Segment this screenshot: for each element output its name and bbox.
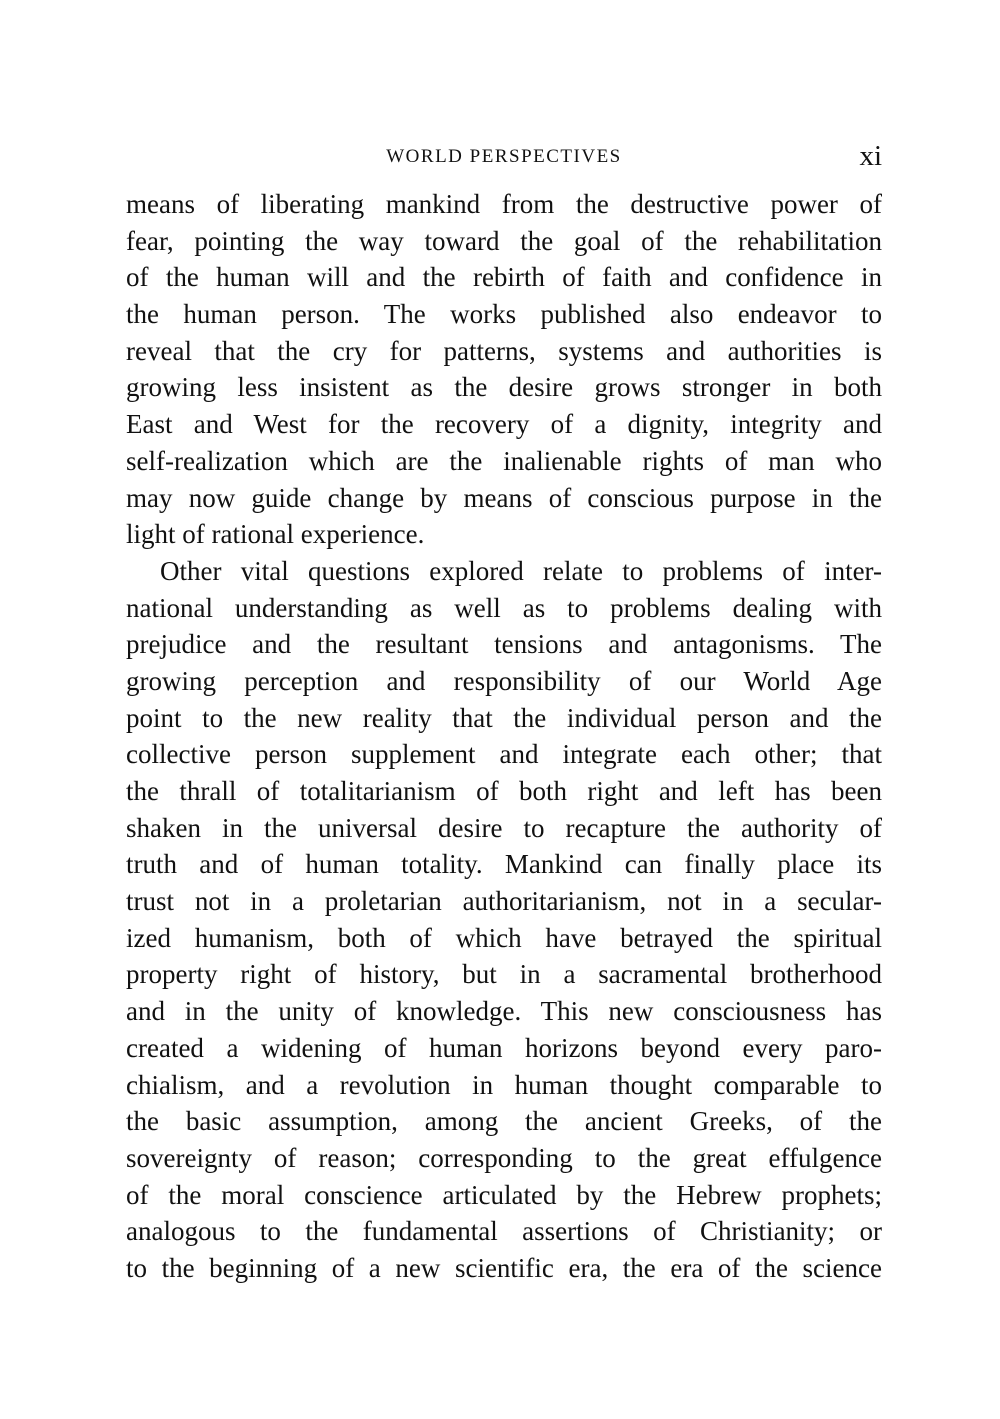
- text-line: growing perception and responsibility of our World Age: [126, 665, 882, 696]
- text-line: the thrall of totalitarianism of both right and left has been: [126, 776, 882, 806]
- text-line: means of liberating mankind from the destructive power of: [126, 189, 882, 219]
- text-line: of the moral conscience articulated by the Hebrew prophets;: [126, 1179, 882, 1210]
- text-line: and in the unity of knowledge. This new consciousness has: [126, 996, 882, 1027]
- text-line: sovereignty of reason; corresponding to the great effulgence: [126, 1142, 882, 1173]
- paragraph-1: [126, 186, 882, 553]
- text-line: fear, pointing the way toward the goal of the rehabilitation: [126, 225, 882, 256]
- text-line: property right of history, but in a sacramental brotherhood: [126, 959, 882, 990]
- text-line: created a widening of human horizons beyond every paro-: [126, 1032, 882, 1063]
- text-line: self-realization which are the inalienable rights of man who: [126, 445, 882, 476]
- text-line: truth and of human totality. Mankind can finally place its: [126, 849, 882, 880]
- paragraph-2: [126, 553, 882, 1287]
- text-line: East and West for the recovery of a dignity, integrity and: [126, 409, 882, 440]
- text-line: reveal that the cry for patterns, systems and authorities is: [126, 335, 882, 366]
- text-line: Other vital questions explored relate to problems of inter-: [160, 555, 882, 586]
- text-line: light of rational experience.: [126, 519, 425, 550]
- text-line: growing less insistent as the desire grows stronger in both: [126, 372, 882, 403]
- text-line: may now guide change by means of conscious purpose in the: [126, 482, 882, 513]
- text-line: national understanding as well as to problems dealing with: [126, 592, 882, 623]
- text-line: point to the new reality that the individual person and the: [126, 702, 882, 733]
- text-line: the human person. The works published also endeavor to: [126, 299, 882, 330]
- text-line: chialism, and a revolution in human thought comparable to: [126, 1069, 882, 1100]
- text-line: to the beginning of a new scientific era, the era of the science: [126, 1252, 882, 1283]
- text-line: prejudice and the resultant tensions and antagonisms. The: [126, 629, 882, 660]
- text-line: analogous to the fundamental assertions of Christianity; or: [126, 1216, 882, 1247]
- body-text: [126, 186, 882, 1287]
- text-line: ized humanism, both of which have betrayed the spiritual: [126, 922, 882, 953]
- text-line: the basic assumption, among the ancient Greeks, of the: [126, 1106, 882, 1137]
- text-line: trust not in a proletarian authoritarianism, not in a secular-: [126, 886, 882, 917]
- running-head-title: WORLD PERSPECTIVES: [386, 146, 622, 167]
- text-line: collective person supplement and integrate each other; that: [126, 739, 882, 770]
- page-number: xi: [859, 140, 882, 172]
- running-head: [126, 136, 882, 176]
- text-line: shaken in the universal desire to recapture the authority of: [126, 812, 882, 843]
- text-line: of the human will and the rebirth of faith and confidence in: [126, 262, 882, 293]
